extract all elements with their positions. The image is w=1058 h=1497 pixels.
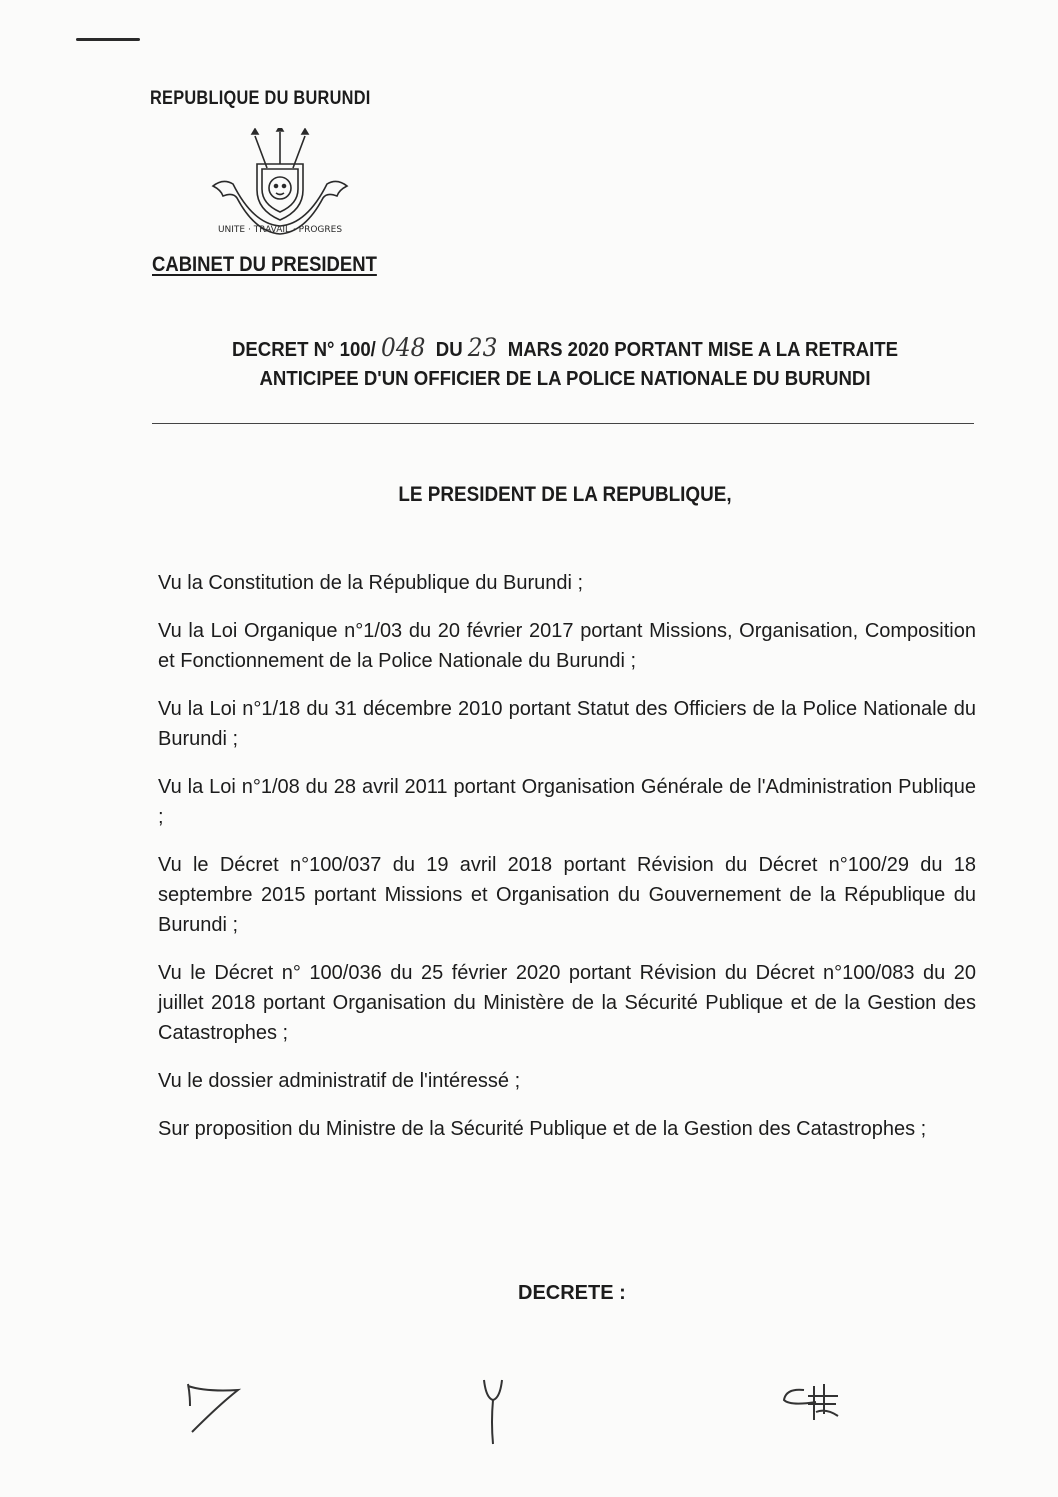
clause-minister-proposal: Sur proposition du Ministre de la Sécurité Publique et de la Gestion des Catastrophes ; <box>158 1118 927 1140</box>
decree-title-line-1 <box>179 333 951 365</box>
handwritten-day: 23 <box>467 333 498 362</box>
clause-ministry-decree: Vu le Décret n° 100/036 du 25 février 2020 portant Révision du Décret n°100/083 du 20 juillet 2018 portant Organisation du Ministère de la Sécurité Publique et de la Gestion des Catastrophes ; <box>158 962 976 1044</box>
decree-number-prefix: DECRET N° 100/ <box>231 339 376 361</box>
cabinet-heading: CABINET DU PRESIDENT <box>152 253 377 276</box>
decrete-heading: DECRETE : <box>518 1282 626 1304</box>
country-heading: REPUBLIQUE DU BURUNDI <box>150 88 371 109</box>
title-line-1-rest: MARS 2020 PORTANT MISE A LA RETRAITE <box>507 339 899 361</box>
clause-officer-statute: Vu la Loi n°1/18 du 31 décembre 2010 portant Statut des Officiers de la Police Nationale du Burundi ; <box>158 698 976 750</box>
coat-of-arms-emblem <box>205 128 355 243</box>
president-heading: LE PRESIDENT DE LA REPUBLIQUE, <box>398 483 732 506</box>
clause-organic-law: Vu la Loi Organique n°1/03 du 20 février 2017 portant Missions, Organisation, Composition et Fonctionnement de la Police Nationale du Burundi ; <box>158 620 976 672</box>
clause-government-decree: Vu le Décret n°100/037 du 19 avril 2018 portant Révision du Décret n°100/29 du 18 septembre 2015 portant Missions et Organisation du Gouvernement de la République du Burundi ; <box>158 854 976 936</box>
preamble-clauses <box>158 568 976 1162</box>
clause-administrative-file: Vu le dossier administratif de l'intéressé ; <box>158 1070 521 1092</box>
decree-title <box>179 333 951 394</box>
clause-public-administration: Vu la Loi n°1/08 du 28 avril 2011 portant Organisation Générale de l'Administration Publique ; <box>158 776 976 828</box>
initials-mark-right <box>778 1382 860 1426</box>
emblem-motto: UNITE · TRAVAIL · PROGRES <box>217 225 343 235</box>
initials-mark-left <box>180 1378 250 1438</box>
top-dash-mark <box>76 38 140 41</box>
initials-mark-center <box>478 1376 508 1448</box>
title-divider <box>152 423 974 424</box>
decree-title-line-2: ANTICIPEE D'UN OFFICIER DE LA POLICE NATIONALE DU BURUNDI <box>259 368 871 390</box>
title-du: DU <box>435 339 463 361</box>
handwritten-decree-number: 048 <box>381 333 426 362</box>
clause-constitution: Vu la Constitution de la République du Burundi ; <box>158 572 584 594</box>
